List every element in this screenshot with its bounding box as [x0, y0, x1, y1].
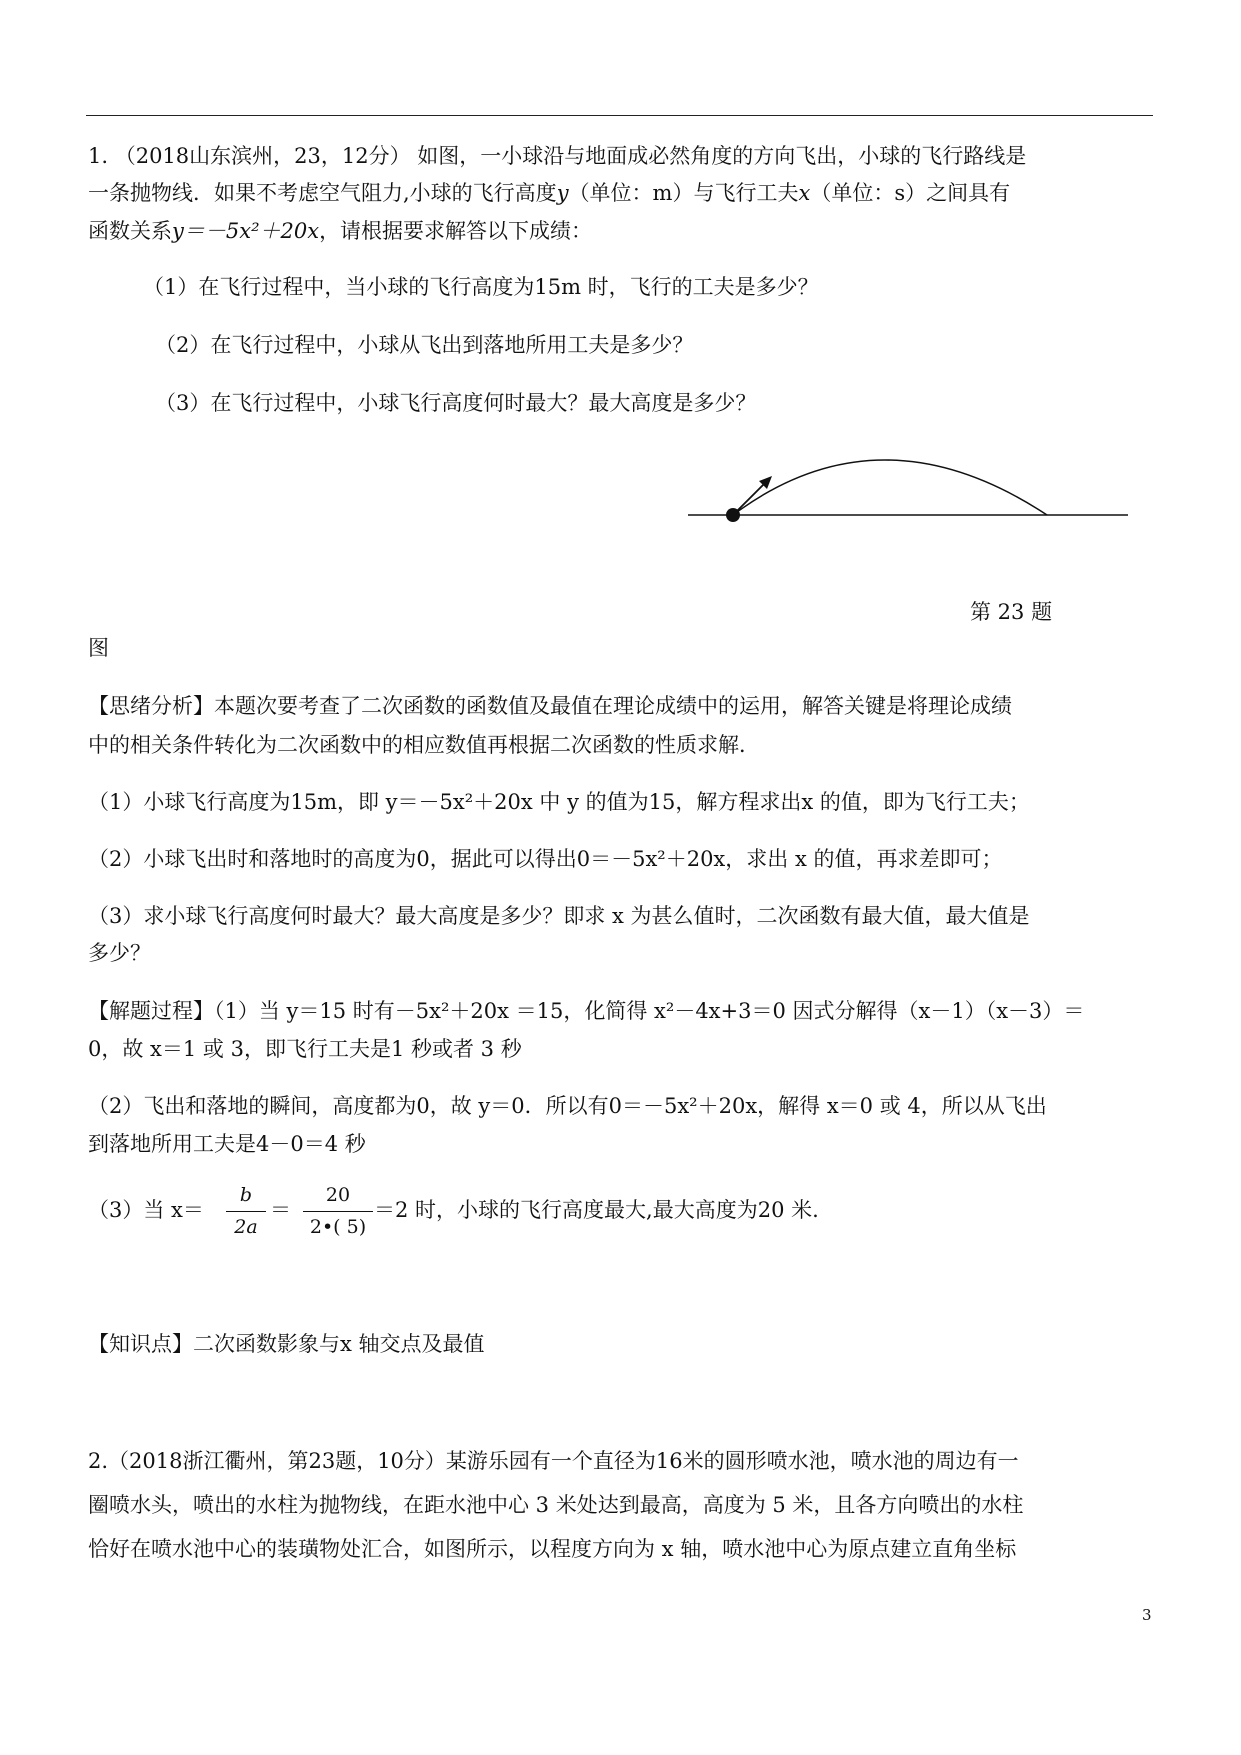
solution-3-prefix: （3）当 x＝: [88, 1198, 204, 1222]
solution-3-fraction-2: 20 2•( 5): [303, 1186, 373, 1237]
solution-1-line-1: 【解题过程】（1）当 y＝15 时有－5x²＋20x ＝15，化简得 x²－4x+3＝0 因式分解得（x－1）（x－3）＝: [88, 999, 1085, 1023]
question-1: （1）在飞行过程中，当小球的飞行高度为15m 时，飞行的工夫是多少？: [143, 275, 819, 299]
question-3: （3）在飞行过程中，小球飞行高度何时最大？最大高度是多少？: [155, 391, 757, 415]
page-number: 3: [1142, 1606, 1152, 1624]
analysis-point-3-line-1: （3）求小球飞行高度何时最大？最大高度是多少？即求 x 为甚么值时，二次函数有最大值，最大值是: [88, 904, 1030, 928]
solution-3-suffix: ＝2 时，小球的飞行高度最大,最大高度为20 米.: [374, 1198, 819, 1222]
analysis-point-3-line-2: 多少？: [88, 941, 151, 965]
analysis-point-1: （1）小球飞行高度为15m，即 y＝－5x²＋20x 中 y 的值为15，解方程求出x 的值，即为飞行工夫；: [88, 790, 1030, 814]
problem-1-line-3: 函数关系y＝－5x²＋20x，请根据要求解答以下成绩：: [88, 219, 593, 243]
ball-dot: [726, 508, 740, 522]
solution-2-line-2: 到落地所用工夫是4－0＝4 秒: [88, 1132, 366, 1156]
analysis-line-2: 中的相关条件转化为二次函数中的相应数值再根据二次函数的性质求解．: [88, 733, 760, 757]
direction-arrow-shaft: [733, 482, 766, 515]
solution-3-fraction-1: b 2a: [226, 1186, 266, 1237]
knowledge-point: 【知识点】二次函数影象与x 轴交点及最值: [88, 1332, 485, 1356]
question-2: （2）在飞行过程中，小球从飞出到落地所用工夫是多少？: [155, 333, 694, 357]
problem-2-line-2: 圈喷水头，喷出的水柱为抛物线，在距水池中心 3 米处达到最高，高度为 5 米，且各方向喷出的水柱: [88, 1493, 1024, 1517]
parabola-path: [733, 460, 1047, 515]
problem-2-line-3: 恰好在喷水池中心的装璜物处汇合，如图所示，以程度方向为 x 轴，喷水池中心为原点建立直角坐标: [88, 1537, 1017, 1561]
solution-2-line-1: （2）飞出和落地的瞬间，高度都为0，故 y＝0．所以有0＝－5x²＋20x，解得 x＝0 或 4，所以从飞出: [88, 1094, 1047, 1118]
analysis-point-2: （2）小球飞出时和落地时的高度为0，据此可以得出0＝－5x²＋20x，求出 x 的值，再求差即可；: [88, 847, 1003, 871]
figure-caption: 第 23 题: [970, 600, 1053, 624]
solution-1-line-2: 0，故 x＝1 或 3，即飞行工夫是1 秒或者 3 秒: [88, 1037, 522, 1061]
problem-2-line-1: 2.（2018浙江衢州，第23题，10分）某游乐园有一个直径为16米的圆形喷水池，喷水池的周边有一: [88, 1449, 1019, 1473]
analysis-line-1: 【思绪分析】本题次要考查了二次函数的函数值及最值在理论成绩中的运用，解答关键是将理论成绩: [88, 694, 1012, 718]
problem-1-line-2: 一条抛物线．如果不考虑空气阻力,小球的飞行高度y（单位：m）与飞行工夫x（单位：s）之间具有: [88, 181, 1011, 205]
problem-1-line-1: 1. （2018山东滨州，23，12分） 如图，一小球沿与地面成必然角度的方向飞出，小球的飞行路线是: [88, 144, 1027, 168]
solution-3-equals: ＝: [270, 1198, 291, 1222]
figure-caption-wrap: 图: [88, 636, 109, 660]
